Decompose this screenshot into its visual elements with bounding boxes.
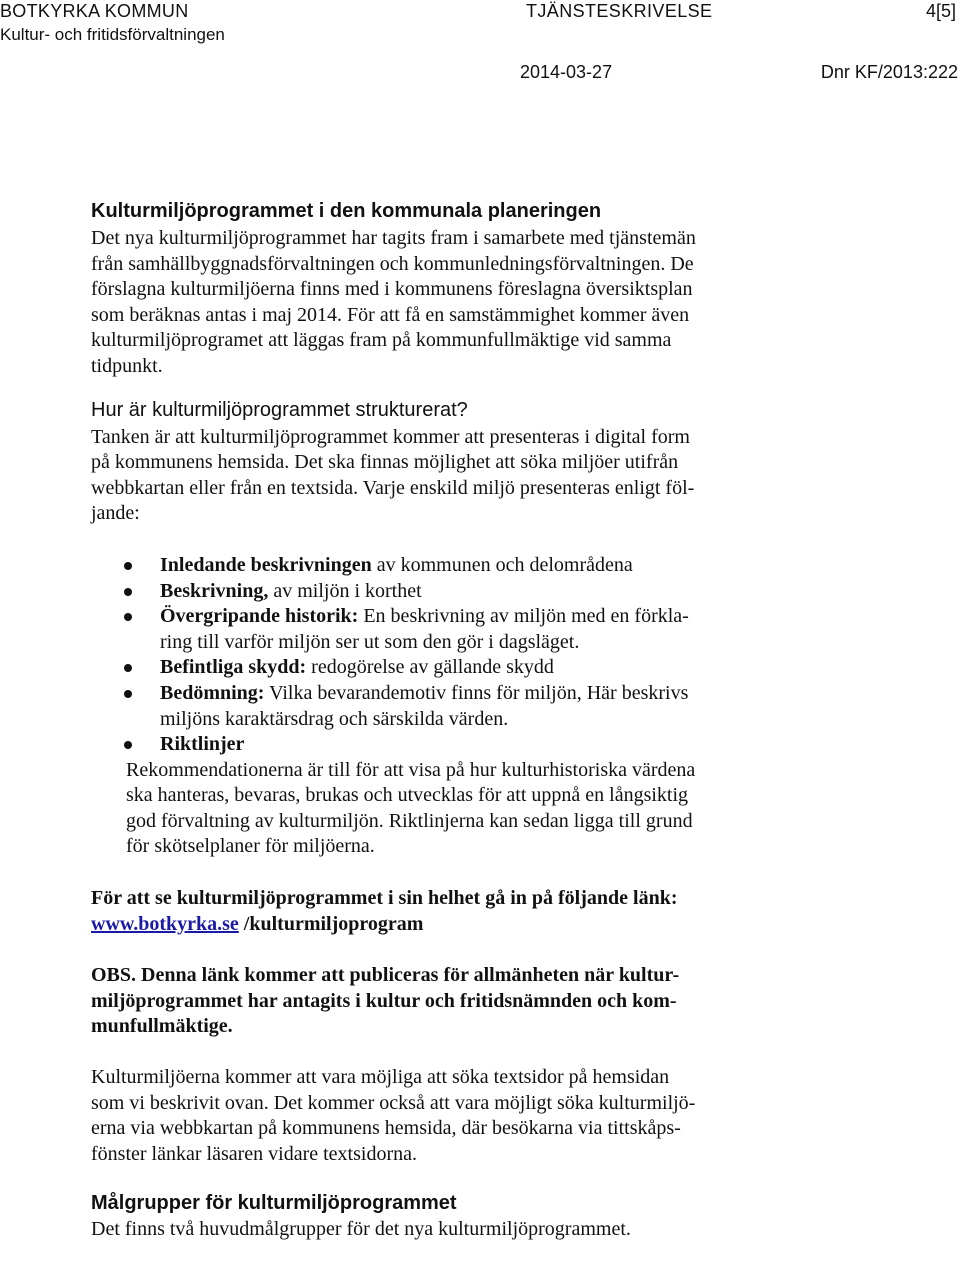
department-name: Kultur- och fritidsförvaltningen <box>0 25 225 44</box>
list-item: Övergripande historik: En beskrivning av miljön med en förkla- ring till varför miljön ser ut som den gör i dagsläget. <box>91 604 811 655</box>
list-item: Riktlinjer <box>91 732 811 758</box>
text-line: munfullmäktige. <box>91 1015 233 1038</box>
section-target-groups <box>91 1190 811 1243</box>
text-line: Tanken är att kulturmiljöprogrammet kommer att presenteras i digital form <box>91 425 690 448</box>
riktlinjer-text <box>91 758 811 860</box>
list-item: Beskrivning, av miljön i korthet <box>91 579 811 605</box>
text-line: på kommunens hemsida. Det ska finnas möjlighet att söka miljöer utifrån <box>91 451 679 474</box>
bullet-dot <box>124 690 132 698</box>
section-heading: Målgrupper för kulturmiljöprogrammet <box>91 1192 457 1215</box>
text-line: god förvaltning av kulturmiljön. Riktlinjerna kan sedan ligga till grund <box>126 809 693 832</box>
document-date: 2014-03-27 <box>520 62 613 82</box>
text-line: Kulturmiljöerna kommer att vara möjliga att söka textsidor på hemsidan <box>91 1066 670 1089</box>
list-item: Befintliga skydd: redogörelse av gällande skydd <box>91 655 811 681</box>
text-line: webbkartan eller från en textsida. Varje enskild miljö presenteras enligt föl- <box>91 476 695 499</box>
document-type: TJÄNSTESKRIVELSE <box>526 1 713 21</box>
text-line: för skötselplaner för miljöerna. <box>126 835 375 858</box>
botkyrka-link[interactable]: www.botkyrka.se <box>91 912 239 935</box>
text-line: som beräknas antas i maj 2014. För att få en samstämmighet kommer även <box>91 303 690 326</box>
page-number: 4[5] <box>925 1 956 21</box>
text-line: förslagna kulturmiljöerna finns med i kommunens föreslagna översiktsplan <box>91 278 693 301</box>
section-structure <box>91 397 811 527</box>
structure-list <box>91 553 811 758</box>
text-line: www.botkyrka.se /kulturmiljoprogram <box>91 912 424 935</box>
document-number: Dnr KF/2013:222 <box>820 62 958 82</box>
bullet-dot <box>124 588 132 596</box>
section-heading: Hur är kulturmiljöprogrammet strukturerat? <box>91 398 468 421</box>
obs-paragraph <box>91 963 811 1040</box>
document-body <box>91 198 811 1243</box>
bullet-dot <box>124 741 132 749</box>
bullet-dot <box>124 613 132 621</box>
bullet-dot <box>124 562 132 570</box>
org-name: BOTKYRKA KOMMUN <box>0 1 189 21</box>
search-paragraph <box>91 1065 811 1167</box>
bullet-dot <box>124 664 132 672</box>
text-line: OBS. Denna länk kommer att publiceras för allmänheten när kultur- <box>91 964 680 987</box>
text-line: fönster länkar läsaren vidare textsidorna. <box>91 1142 417 1165</box>
text-line: från samhällbyggnadsförvaltningen och kommunledningsförvaltningen. De <box>91 252 694 275</box>
text-line: tidpunkt. <box>91 354 163 377</box>
section-planning <box>91 198 811 380</box>
text-line: Det nya kulturmiljöprogrammet har tagits fram i samarbete med tjänstemän <box>91 227 696 249</box>
text-line: erna via webbkartan på kommunens hemsida, där besökarna via tittskåps- <box>91 1117 681 1140</box>
text-line: jande: <box>91 502 140 525</box>
link-paragraph <box>91 886 811 937</box>
list-item: Inledande beskrivningen av kommunen och delområdena <box>91 553 811 579</box>
text-line: ska hanteras, bevaras, brukas och utvecklas för att uppnå en långsiktig <box>126 784 689 807</box>
text-line: som vi beskrivit ovan. Det kommer också att vara möjligt söka kulturmiljö- <box>91 1091 696 1114</box>
section-heading: Kulturmiljöprogrammet i den kommunala planeringen <box>91 200 602 222</box>
text-line: kulturmiljöprogramet att läggas fram på kommunfullmäktige vid samma <box>91 329 672 352</box>
text-line: För att se kulturmiljöprogrammet i sin helhet gå in på följande länk: <box>91 887 678 910</box>
text-line: miljöprogrammet har antagits i kultur och fritidsnämnden och kom- <box>91 989 677 1012</box>
text-line: Det finns två huvudmålgrupper för det nya kulturmiljöprogrammet. <box>91 1218 631 1241</box>
list-item: Bedömning: Vilka bevarandemotiv finns för miljön, Här beskrivs miljöns karaktärsdrag och särskilda värden. <box>91 681 811 732</box>
text-line: Rekommendationerna är till för att visa på hur kulturhistoriska värdena <box>126 758 696 781</box>
